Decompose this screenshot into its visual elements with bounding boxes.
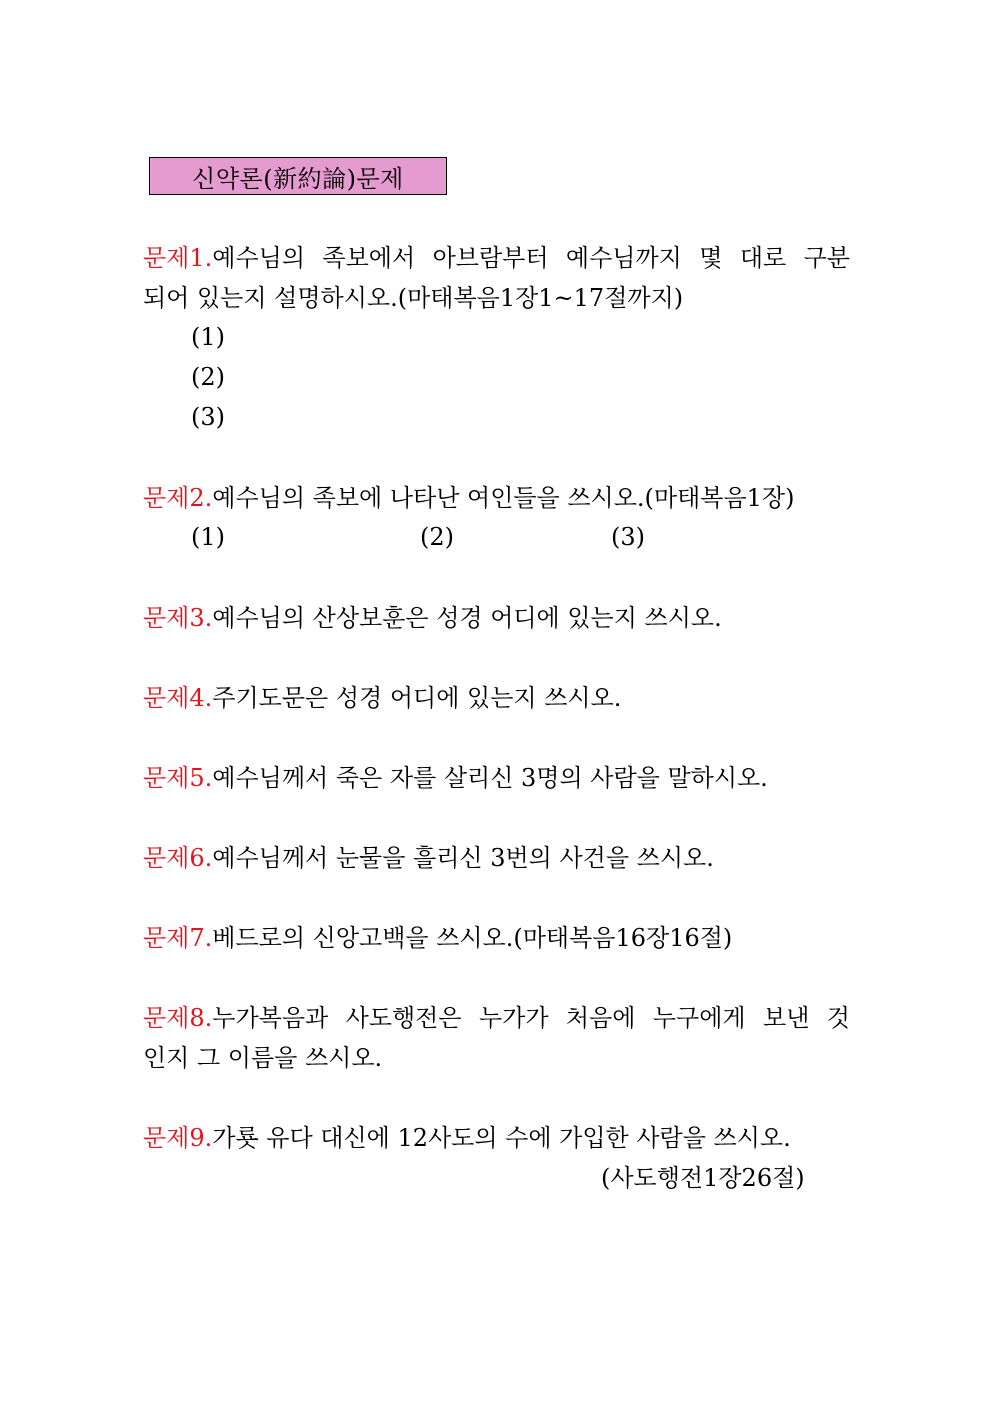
question-1-line-2 xyxy=(143,282,683,314)
question-3 xyxy=(143,602,722,634)
question-2-label: 문제2. xyxy=(143,484,213,512)
question-9-reference: (사도행전1장26절) xyxy=(601,1164,805,1192)
question-7-text: 베드로의 신앙고백을 쓰시오.(마태복음16장16절) xyxy=(212,924,733,952)
question-1 xyxy=(143,242,850,274)
question-8-line-2 xyxy=(143,1042,382,1074)
page-title-text: 신약론(新約論)문제 xyxy=(192,164,404,193)
question-3-text: 예수님의 산상보훈은 성경 어디에 있는지 쓰시오. xyxy=(212,604,722,632)
question-2-blank-1: (1) xyxy=(191,523,225,551)
question-3-label: 문제3. xyxy=(143,604,213,632)
question-8 xyxy=(143,1002,850,1034)
question-5-text: 예수님께서 죽은 자를 살리신 3명의 사람을 말하시오. xyxy=(212,764,768,792)
question-9-text-line-1: 가룟 유다 대신에 12사도의 수에 가입한 사람을 쓰시오. xyxy=(212,1124,791,1152)
question-9 xyxy=(143,1122,791,1154)
question-7 xyxy=(143,922,732,954)
question-4-label: 문제4. xyxy=(143,684,213,712)
question-4 xyxy=(143,682,621,714)
question-1-label: 문제1. xyxy=(143,244,213,272)
question-2-text: 예수님의 족보에 나타난 여인들을 쓰시오.(마태복음1장) xyxy=(212,484,795,512)
question-4-text: 주기도문은 성경 어디에 있는지 쓰시오. xyxy=(212,684,622,712)
question-1-blank-3: (3) xyxy=(191,403,225,431)
question-1-blank-2: (2) xyxy=(191,363,225,391)
question-9-label: 문제9. xyxy=(143,1124,213,1152)
question-5 xyxy=(143,762,768,794)
question-1-blank-1: (1) xyxy=(191,323,225,351)
question-7-label: 문제7. xyxy=(143,924,213,952)
question-6-text: 예수님께서 눈물을 흘리신 3번의 사건을 쓰시오. xyxy=(212,844,714,872)
question-1-text-line-2: 되어 있는지 설명하시오.(마태복음1장1~17절까지) xyxy=(143,284,684,312)
question-2 xyxy=(143,482,794,514)
question-2-blank-2: (2) xyxy=(420,523,454,551)
question-8-text-line-2: 인지 그 이름을 쓰시오. xyxy=(143,1044,383,1072)
question-1-text-line-1: 예수님의 족보에서 아브람부터 예수님까지 몇 대로 구분 xyxy=(212,244,850,272)
question-5-label: 문제5. xyxy=(143,764,213,792)
question-8-label: 문제8. xyxy=(143,1004,213,1032)
question-6-label: 문제6. xyxy=(143,844,213,872)
question-2-blank-3: (3) xyxy=(611,523,645,551)
question-6 xyxy=(143,842,714,874)
question-8-text-line-1: 누가복음과 사도행전은 누가가 처음에 누구에게 보낸 것 xyxy=(212,1004,850,1032)
page-title xyxy=(149,157,447,195)
